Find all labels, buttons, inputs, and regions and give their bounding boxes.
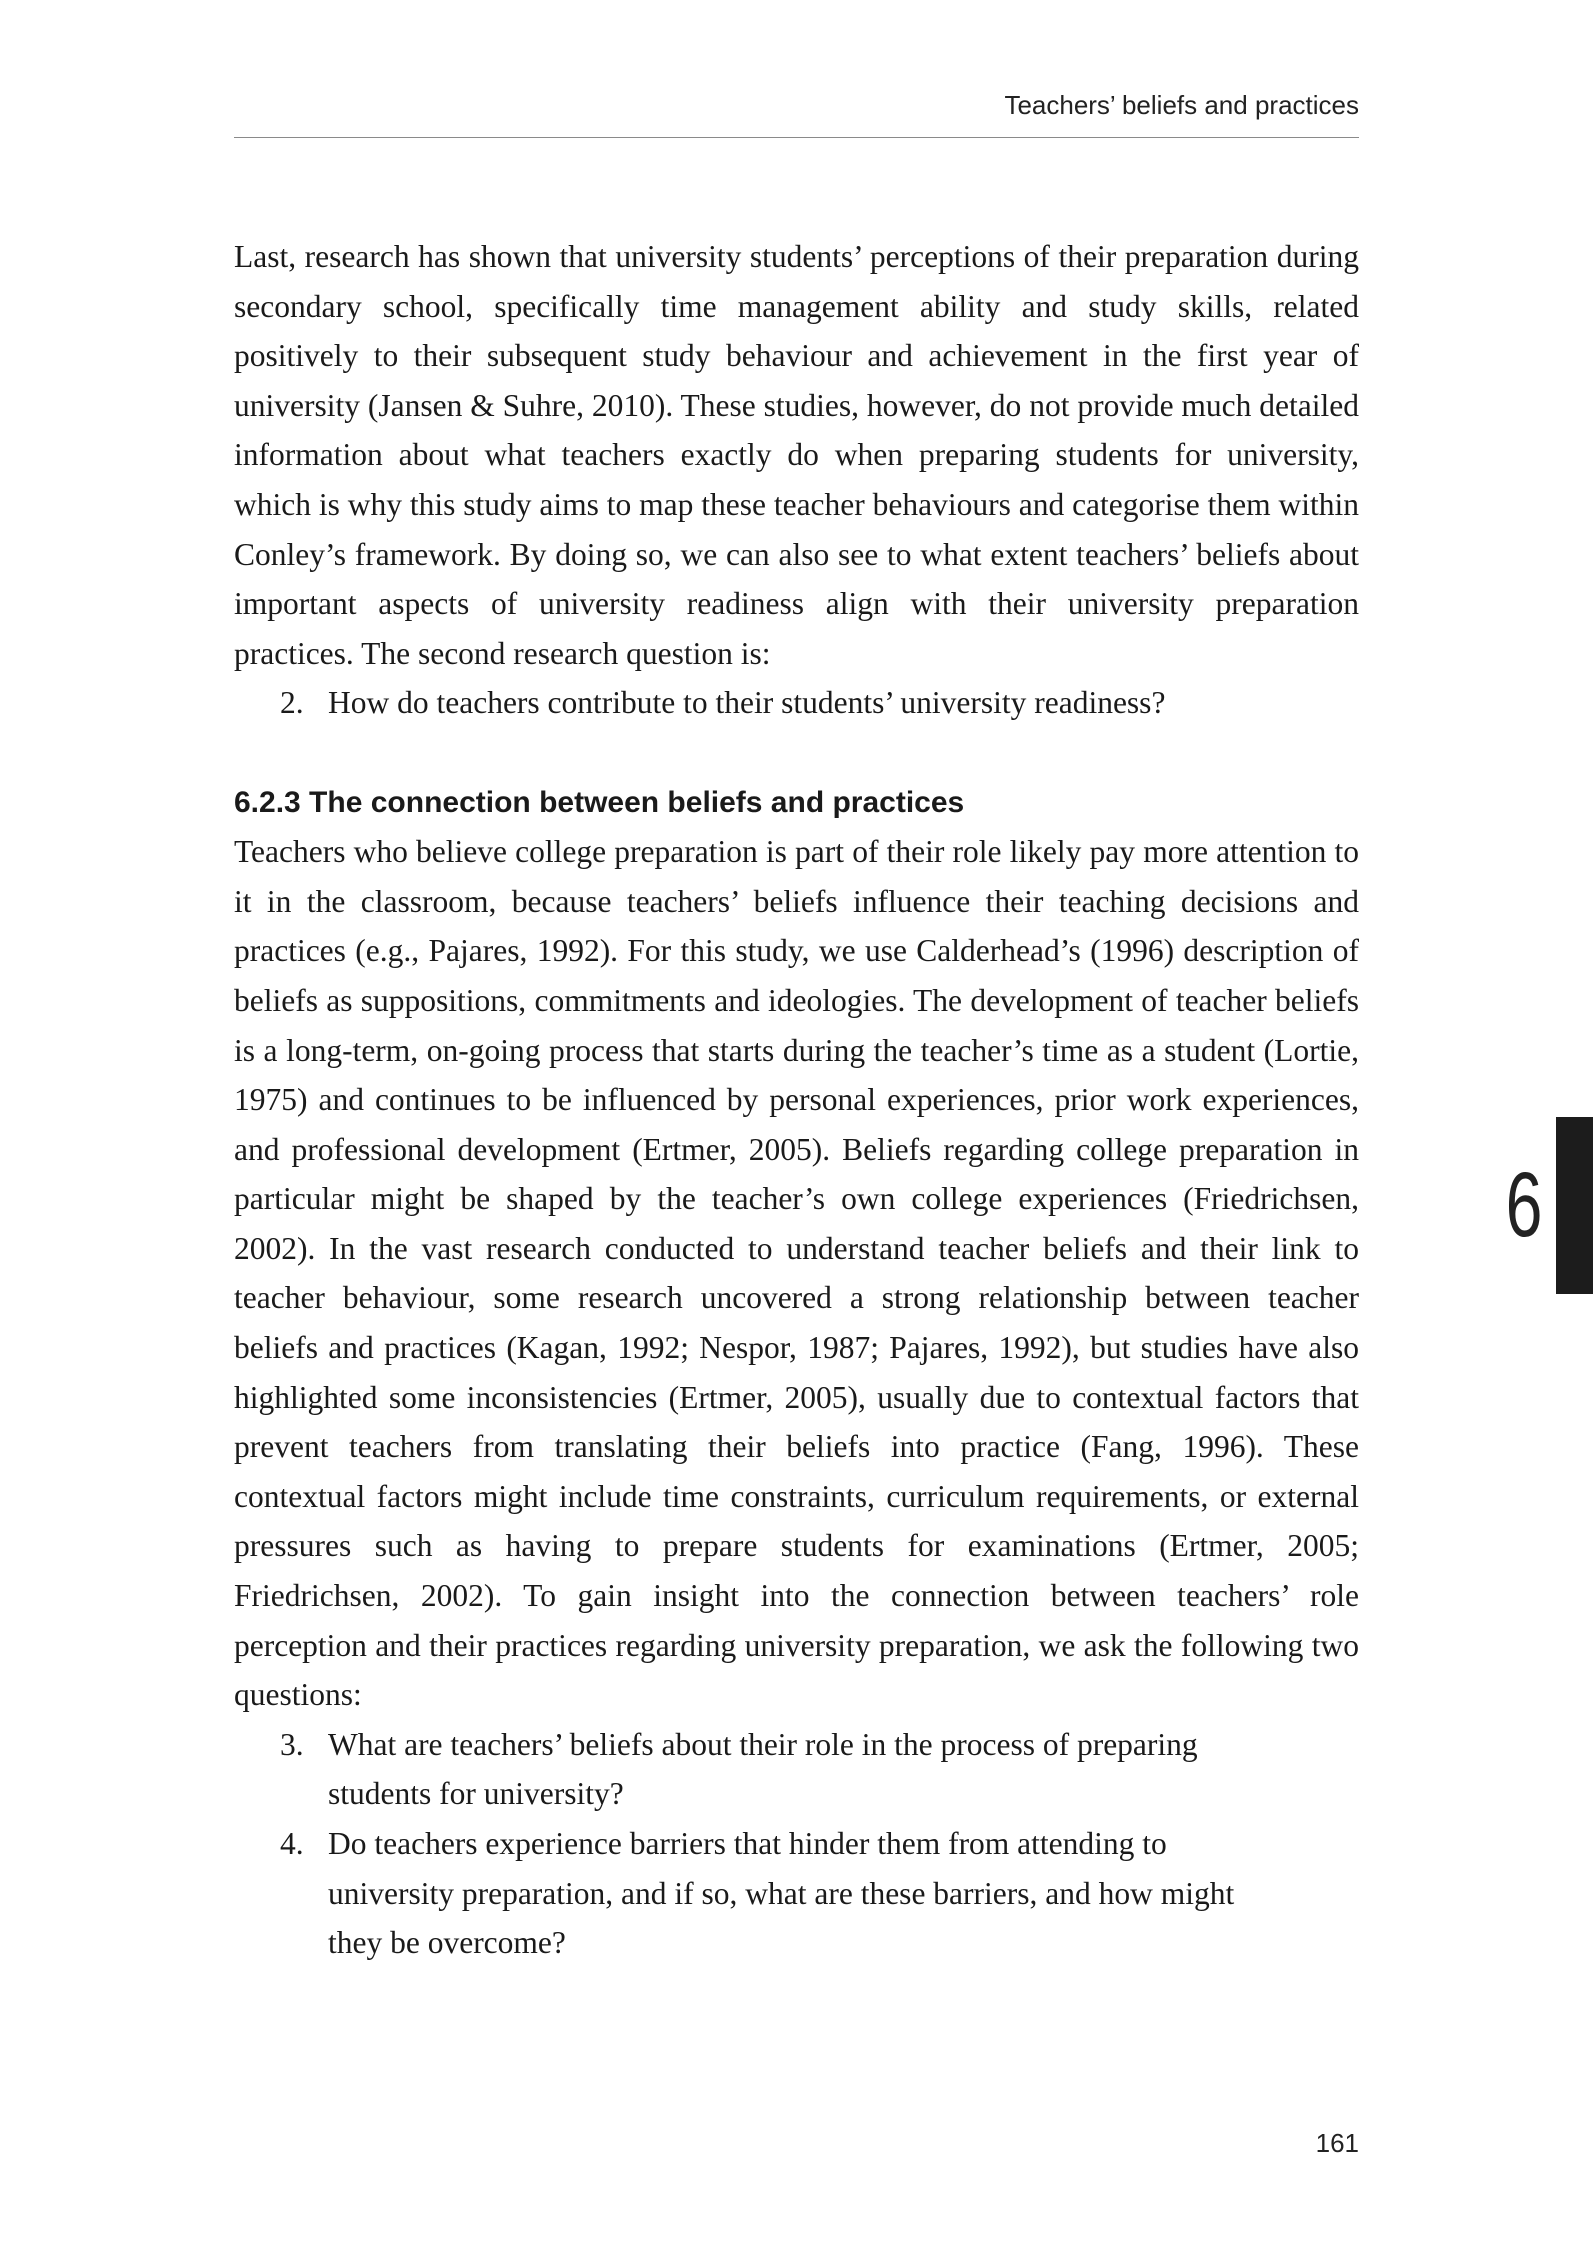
question-number: 4. xyxy=(280,1826,304,1861)
research-questions-list-1 xyxy=(234,678,1359,728)
paragraph-1: Last, research has shown that university students’ perceptions of their preparation during secondary school, specifically time management ability and study skills, related positively to their subsequent study behaviour and achievement in the first year of university (Jansen & Suhre, 2010). These studies, however, do not provide much detailed information about what teachers exactly do when preparing students for university, which is why this study aims to map these teacher behaviours and categorise them within Conley’s framework. By doing so, we can also see to what extent teachers’ beliefs about important aspects of university readiness align with their university preparation practices. The second research question is: xyxy=(234,239,1359,671)
question-number: 2. xyxy=(280,685,304,721)
question-text: How do teachers contribute to their students’ university readiness? xyxy=(328,685,1166,721)
chapter-number: 6 xyxy=(1505,1154,1543,1256)
paragraph-2: Teachers who believe college preparation is part of their role likely pay more attention to it in the classroom, because teachers’ beliefs influence their teaching decisions and practices (e.g., Pajares, 1992). For this study, we use Calderhead’s (1996) description of beliefs as suppositions, commitments and ideologies. The development of teacher beliefs is a long-term, on-going process that starts during the teacher’s time as a student (Lortie, 1975) and continues to be influenced by personal experiences, prior work experiences, and professional development (Ertmer, 2005). Beliefs regarding college preparation in particular might be shaped by the teacher’s own college experiences (Friedrichsen, 2002). In the vast research conducted to understand teacher beliefs and their link to teacher behaviour, some research uncovered a strong relationship between teacher beliefs and practices (Kagan, 1992; Nespor, 1987; Pajares, 1992), but studies have also highlighted some inconsistencies (Ertmer, 2005), usually due to contextual factors that prevent teachers from translating their beliefs into practice (Fang, 1996). These contextual factors might include time constraints, curriculum requirements, or external pressures such as having to prepare students for examinations (Ertmer, 2005; Friedrichsen, 2002). To gain insight into the connection between teachers’ role perception and their practices regarding university preparation, we ask the following two questions: xyxy=(234,834,1359,1713)
research-question-3 xyxy=(234,1720,1359,1819)
running-head: Teachers’ beliefs and practices xyxy=(1004,90,1359,120)
research-question-4 xyxy=(234,1819,1359,1968)
question-text: Do teachers experience barriers that hinder them from attending to university preparation, and if so, what are these barriers, and how might they be overcome? xyxy=(328,1826,1235,1961)
page-number: 161 xyxy=(1315,2128,1359,2158)
question-number: 3. xyxy=(280,1726,304,1762)
section-heading: 6.2.3 The connection between beliefs and practices xyxy=(234,785,965,819)
chapter-tab xyxy=(1556,1117,1593,1294)
research-questions-list-2 xyxy=(234,1720,1359,1968)
body-text xyxy=(234,232,1359,1968)
research-question-2 xyxy=(234,678,1359,728)
question-text: What are teachers’ beliefs about their role in the process of preparing students for university? xyxy=(328,1726,1198,1812)
header-rule xyxy=(234,137,1359,138)
